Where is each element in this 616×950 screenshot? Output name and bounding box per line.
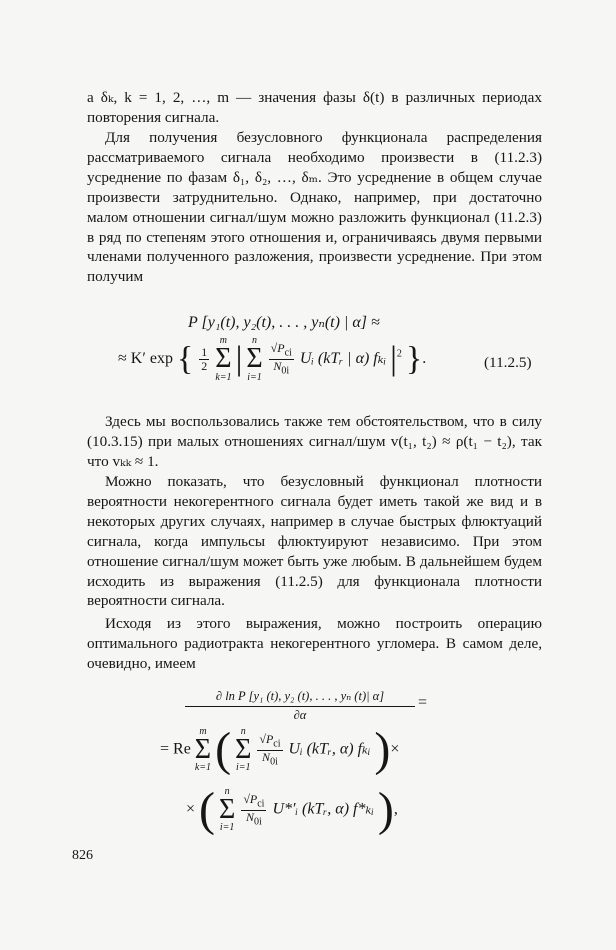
fraction-denominator <box>244 811 264 827</box>
sum-lower-limit: i=1 <box>235 762 251 774</box>
fraction-denominator: 2 <box>201 358 208 373</box>
right-paren-symbol: ) <box>377 783 394 836</box>
equals-sign: = <box>418 694 428 711</box>
fraction-denominator <box>271 360 291 376</box>
paragraph-incoherent: Можно показать, что безусловный функционал плотности вероятности некогерентного сигнала будет иметь такой же вид и в некоторых других случаях, например в случае быстрых флюктуаций сигнала, когда импульсы флюктуируют независимо. При этом отношение сигнал/шум может быть уже любым. В дальнейшем будем исходить из выражения (11.2.5) для функционала плотности вероятности сигнала. <box>87 473 542 610</box>
times-sign: × <box>390 740 400 758</box>
fraction-numerator <box>241 793 266 810</box>
fraction-denominator <box>260 751 280 767</box>
equation-11-2-5-line1 <box>188 312 380 332</box>
equation-tail: U*′ᵢ (kTᵣ, α) f*ₖᵢ <box>272 800 374 818</box>
subscript: ci <box>257 798 265 810</box>
equation-prefix: ≈ K′ exp <box>118 349 173 367</box>
sqrt-term: √P <box>270 341 285 356</box>
paragraph-derivation: Исходя из этого выражения, можно построить операцию оптимального радиотракта некогерентного угломера. В самом деле, очевидно, имеем <box>87 615 542 672</box>
equation-derivative-line3 <box>186 783 398 836</box>
sum-over-k <box>215 336 231 383</box>
times-sign: × <box>186 800 196 818</box>
derivative-denominator <box>185 707 415 723</box>
power-two: 2 <box>396 348 402 360</box>
sum-over-k <box>195 727 211 774</box>
left-paren-symbol: ( <box>199 783 216 836</box>
equation-text: ∂α <box>293 708 307 722</box>
sqrt-term: √P <box>259 732 274 747</box>
paragraph-small-snr: Здесь мы воспользовались также тем обстоятельством, что в силу (10.3.15) при малых отношениях сигнал/шум v(t₁, t₂) ≈ ρ(t₁ − t₂), так что vₖₖ ≈ 1. <box>87 413 542 470</box>
signal-noise-fraction <box>269 342 294 376</box>
subscript: ci <box>284 347 292 359</box>
abs-bar-right: | <box>390 340 397 378</box>
equation-tail: Uᵢ (kTᵣ | α) fₖᵢ <box>299 349 387 367</box>
equation-derivative-line2 <box>160 723 400 776</box>
sum-over-i <box>219 787 235 834</box>
subscript: 0i <box>281 365 290 377</box>
sum-over-i <box>235 727 251 774</box>
fraction-numerator <box>257 733 282 750</box>
noise-term: N <box>273 358 282 373</box>
equation-text: P [y₁(t), y₂(t), . . . , yₙ(t) | α] ≈ <box>188 314 380 331</box>
comma: , <box>393 800 398 818</box>
paragraph-averaging: Для получения безусловного функционала распределения рассматриваемого сигнала необходимо произвести в (11.2.3) усреднение по фазам δ₁, δ₂, …, δₘ. Это усреднение в общем случае произвести затруднительно. Однако, например, при достаточно малом отношении сигнал/шум можно разложить функционал (11.2.3) в ряд по степеням этого отношения и, ограничиваясь двумя первыми членами полученного разложения, произвести усреднение. При этом получим <box>87 129 542 286</box>
equation-prefix: = Re <box>160 740 191 758</box>
half-fraction <box>199 346 209 373</box>
sum-upper-limit: n <box>224 785 230 797</box>
sigma-symbol: Σ <box>246 343 263 374</box>
signal-noise-fraction <box>241 793 266 827</box>
abs-bar-left: | <box>235 340 243 378</box>
equation-text: ∂ ln P [y₁ (t), y₂ (t), . . . , yₙ (t)| α] <box>215 689 385 703</box>
noise-term: N <box>245 809 254 824</box>
sigma-symbol: Σ <box>219 793 236 825</box>
derivative-fraction <box>185 688 415 723</box>
fraction-numerator <box>269 342 294 359</box>
left-brace-symbol: { <box>176 340 194 378</box>
right-brace-symbol: } <box>405 340 423 378</box>
sigma-symbol: Σ <box>194 733 212 765</box>
page-number: 826 <box>72 848 93 863</box>
sum-upper-limit: m <box>219 335 228 346</box>
sum-upper-limit: n <box>252 335 258 346</box>
right-paren-symbol: ) <box>374 723 391 776</box>
signal-noise-fraction <box>257 733 282 767</box>
subscript: 0i <box>270 755 278 767</box>
sqrt-term: √P <box>243 792 258 807</box>
noise-term: N <box>262 749 271 764</box>
left-paren-symbol: ( <box>215 723 232 776</box>
subscript: ci <box>273 738 281 750</box>
equation-number: (11.2.5) <box>484 354 532 371</box>
subscript: 0i <box>254 815 262 827</box>
derivative-numerator <box>185 688 415 707</box>
sum-lower-limit: i=1 <box>247 371 262 383</box>
sigma-symbol: Σ <box>215 343 232 374</box>
sum-lower-limit: k=1 <box>215 371 232 383</box>
sum-upper-limit: n <box>240 725 246 737</box>
sigma-symbol: Σ <box>235 733 252 765</box>
sum-upper-limit: m <box>199 725 207 737</box>
sum-lower-limit: k=1 <box>194 762 212 774</box>
fraction-numerator: 1 <box>201 344 208 359</box>
sum-lower-limit: i=1 <box>219 822 235 834</box>
equation-tail: Uᵢ (kTᵣ, α) fₖᵢ <box>288 740 371 758</box>
equation-11-2-5-line2: ≈ K′ exp { $\frac{1}{2}$ m Σ k=1 | n Σ i=1 $\frac{√P_{ci}}{N_{0i}}$ Uᵢ (kTᵣ | α) fₖᵢ $|^2$ }. <box>118 335 427 383</box>
paragraph-continuation: a δₖ, k = 1, 2, …, m — значения фазы δ(t) в различных периодах повторения сигнала. <box>87 89 542 126</box>
sum-over-i <box>246 336 262 383</box>
